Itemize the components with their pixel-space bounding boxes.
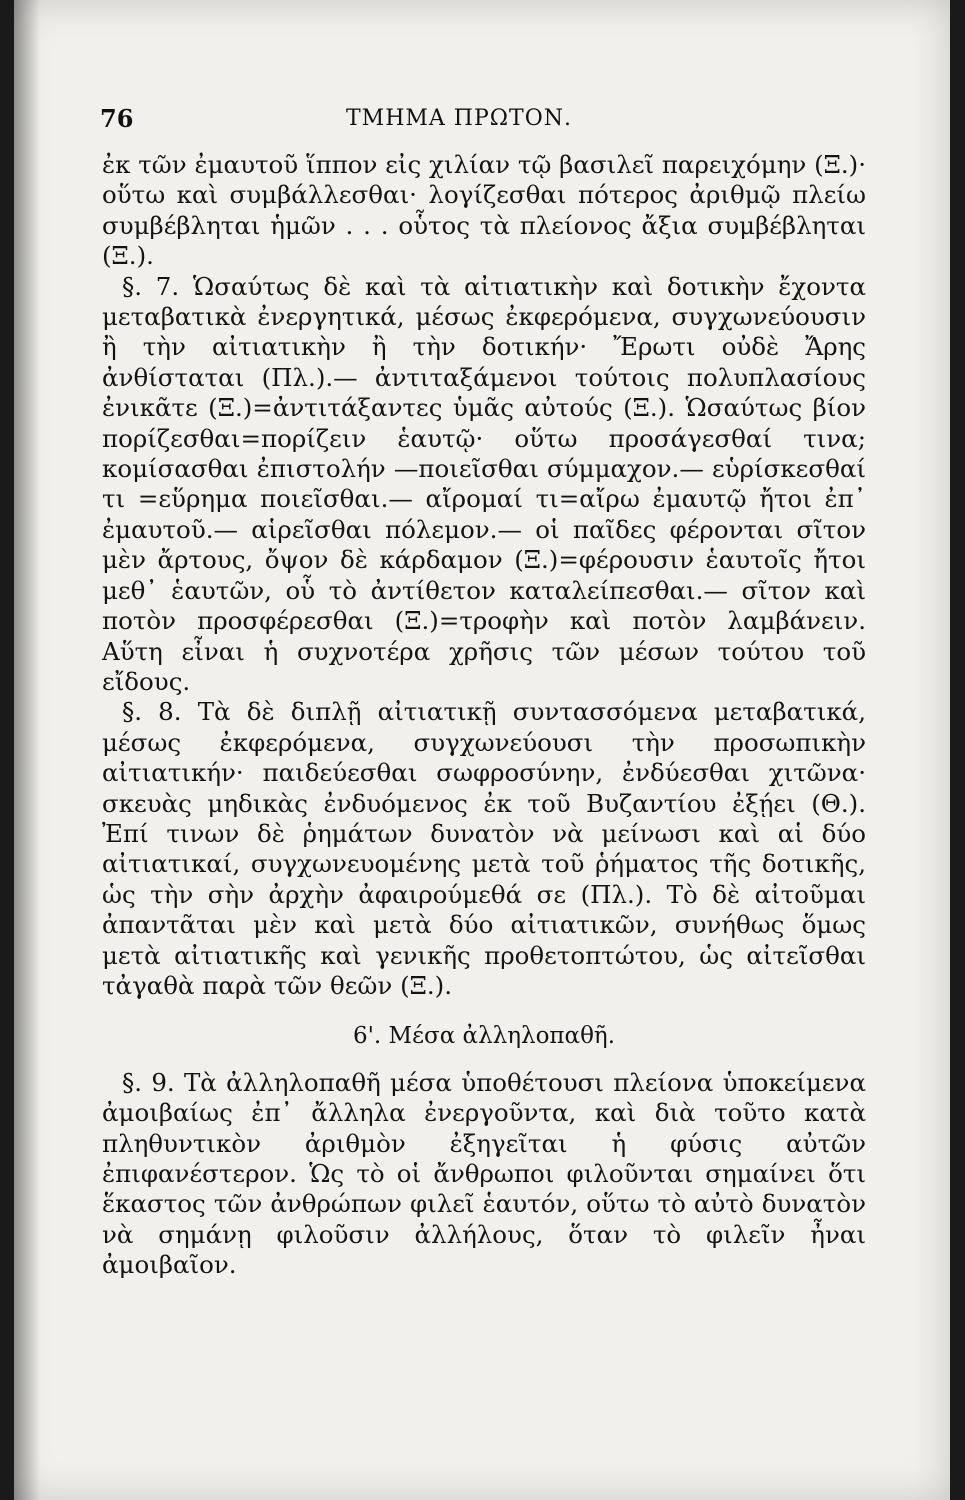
- page-number: 76: [100, 104, 134, 133]
- body-text: [102, 150, 866, 1281]
- subsection-heading: 6'. Μέσα ἀλληλοπαθῆ.: [352, 1023, 616, 1050]
- paragraph-section-9: §. 9. Τὰ ἀλληλοπαθῆ μέσα ὑποθέτουσι πλείονα ὑποκείμενα ἀμοιβαίως ἐπ᾽ ἄλληλα ἐνεργοῦντα, καὶ διὰ τοῦτο κατὰ πληθυντικὸν ἀριθμὸν ἐξηγεῖται ἡ φύσις αὐτῶν ἐπιφανέστερον. Ὡς τὸ οἱ ἄνθρωποι φιλοῦνται σημαίνει ὅτι ἕκαστος τῶν ἀνθρώπων φιλεῖ ἑαυτόν, οὕτω τὸ αὐτὸ δυνατὸν νὰ σημάνῃ φιλοῦσιν ἀλλήλους, ὅταν τὸ φιλεῖν ἦναι ἀμοιβαῖον.: [102, 1067, 866, 1280]
- paragraph-section-7: §. 7. Ὡσαύτως δὲ καὶ τὰ αἰτιατικὴν καὶ δοτικὴν ἔχοντα μεταβατικὰ ἐνεργητικά, μέσως ἐκφερόμενα, συγχωνεύουσιν ἢ τὴν αἰτιατικὴν ἢ τὴν δοτικήν· Ἔρωτι οὐδὲ Ἄρης ἀνθίσταται (Πλ.).— ἀντιταξάμενοι τούτοις πολυπλασίους ἐνικᾶτε (Ξ.)=ἀντιτάξαντες ὑμᾶς αὐτούς (Ξ.). Ὡσαύτως βίον πορίζεσθαι=πορίζειν ἑαυτῷ· οὕτω προσάγεσθαί τινα; κομίσασθαι ἐπιστολήν —ποιεῖσθαι σύμμαχον.— εὑρίσκεσθαί τι =εὕρημα ποιεῖσθαι.— αἴρομαί τι=αἴρω ἐμαυτῷ ἤτοι ἐπ᾽ ἐμαυτοῦ.— αἱρεῖσθαι πόλεμον.— οἱ παῖδες φέρονται σῖτον μὲν ἄρτους, ὄψον δὲ κάρδαμον (Ξ.)=φέρουσιν ἑαυτοῖς ἤτοι μεθ᾽ ἑαυτῶν, οὗ τὸ ἀντίθετον καταλείπεσθαι.— σῖτον καὶ ποτὸν προσφέρεσθαι (Ξ.)=τροφὴν καὶ ποτὸν λαμβάνειν. Αὕτη εἶναι ἡ συχνοτέρα χρῆσις τῶν μέσων τούτου τοῦ εἴδους.: [102, 271, 866, 696]
- page-header: [100, 104, 840, 134]
- page-gutter-shadow: [14, 0, 40, 1500]
- running-head: ΤΜΗΜΑ ΠΡΩΤΟΝ.: [346, 106, 572, 131]
- paragraph-section-8: §. 8. Τὰ δὲ διπλῇ αἰτιατικῇ συντασσόμενα μεταβατικά, μέσως ἐκφερόμενα, συγχωνεύουσι τὴν προσωπικὴν αἰτιατικήν· παιδεύεσθαι σωφροσύνην, ἐνδύεσθαι χιτῶνα· σκευὰς μηδικὰς ἐνδυόμενος ἐκ τοῦ Βυζαντίου ἐξῄει (Θ.). Ἐπί τινων δὲ ῥημάτων δυνατὸν νὰ μείνωσι καὶ αἱ δύο αἰτιατικαί, συγχωνευομένης μετὰ τοῦ ῥήματος τῆς δοτικῆς, ὡς τὴν σὴν ἀρχὴν ἀφαιρούμεθά σε (Πλ.). Τὸ δὲ αἰτοῦμαι ἀπαντᾶται μὲν καὶ μετὰ δύο αἰτιατικῶν, συνήθως ὅμως μετὰ αἰτιατικῆς καὶ γενικῆς προθετοπτώτου, ὡς αἰτεῖσθαι τἀγαθὰ παρὰ τῶν θεῶν (Ξ.).: [102, 697, 866, 1000]
- paragraph-continuation: ἐκ τῶν ἐμαυτοῦ ἵππον εἰς χιλίαν τῷ βασιλεῖ παρειχόμην (Ξ.)· οὕτω καὶ συμβάλλεσθαι· λογίζεσθαι πότερος ἀριθμῷ πλείω συμβέβληται ἡμῶν . . . οὗτος τὰ πλείονος ἄξια συμβέβληται (Ξ.).: [102, 150, 866, 271]
